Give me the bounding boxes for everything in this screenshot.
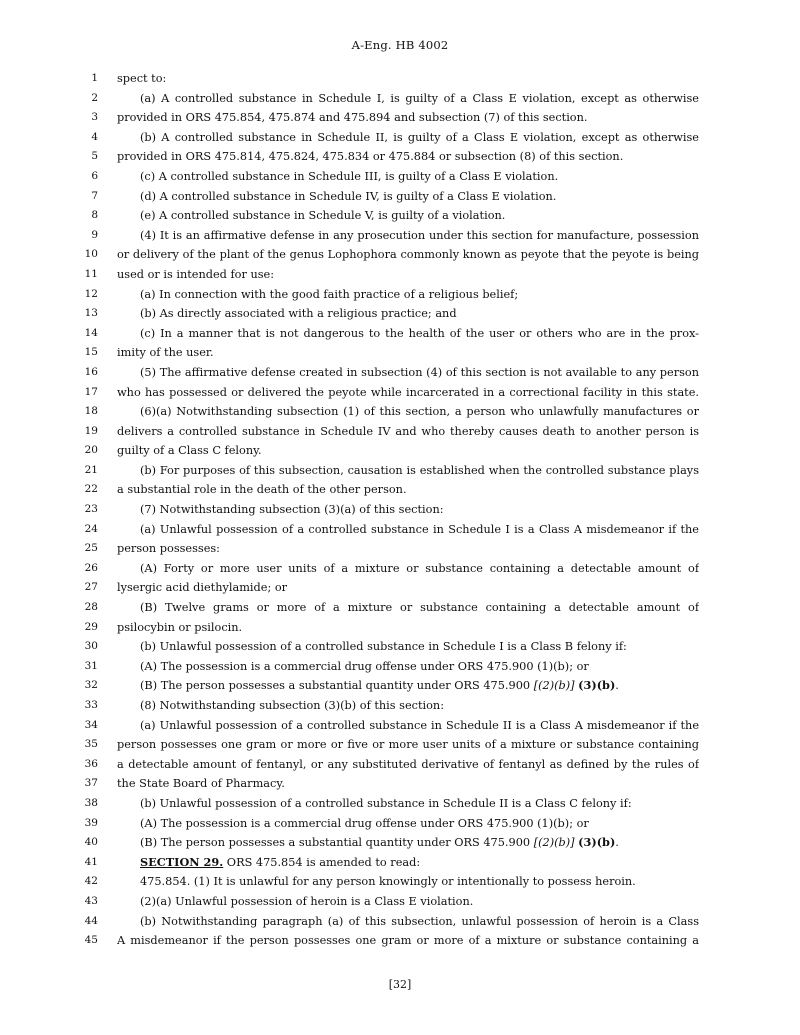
- document-body: [0, 69, 800, 951]
- line-text: [140, 657, 699, 677]
- document-line: [0, 69, 800, 89]
- line-text: [140, 128, 699, 148]
- line-text: [140, 696, 699, 716]
- document-line: [0, 912, 800, 932]
- line-number: 18: [84, 405, 98, 418]
- document-line: [0, 206, 800, 226]
- line-text-content: A misdemeanor if the person possesses one gram or more of a mixture or substance containing a: [117, 934, 699, 948]
- line-number: 6: [91, 169, 98, 182]
- line-text-content: lysergic acid diethylamide; or: [117, 581, 288, 595]
- line-text: [140, 363, 699, 383]
- document-line: [0, 402, 800, 422]
- line-text: [140, 206, 699, 226]
- line-text-content: (b) Notwithstanding paragraph (a) of this subsection, unlawful possession of heroin is a Class: [140, 914, 699, 928]
- document-header: A-Eng. HB 4002: [351, 38, 449, 52]
- line-number: 36: [84, 757, 98, 770]
- document-line: [0, 539, 800, 559]
- line-text: [117, 441, 699, 461]
- section-heading: SECTION 29.: [140, 854, 224, 869]
- document-line: [0, 931, 800, 951]
- document-line: [0, 480, 800, 500]
- document-line: [0, 755, 800, 775]
- line-text-content: imity of the user.: [117, 346, 214, 360]
- line-number: 21: [84, 463, 98, 476]
- line-text: [140, 187, 699, 207]
- document-line: [0, 383, 800, 403]
- document-line: [0, 598, 800, 618]
- line-number: 32: [84, 679, 98, 692]
- document-line: [0, 461, 800, 481]
- line-text-content: (b) Unlawful possession of a controlled substance in Schedule II is a Class C felony if:: [140, 796, 632, 810]
- document-line: [0, 226, 800, 246]
- line-number: 1: [91, 72, 98, 84]
- line-text-content: (4) It is an affirmative defense in any prosecution under this section for manufacture, possession: [140, 228, 699, 242]
- line-text: [140, 520, 699, 540]
- line-text: [140, 304, 699, 324]
- document-line: [0, 147, 800, 167]
- line-number: 15: [84, 346, 98, 359]
- document-line: [0, 285, 800, 305]
- line-text: [140, 167, 699, 187]
- line-text: [140, 833, 699, 853]
- document-line: [0, 814, 800, 834]
- document-line: [0, 422, 800, 442]
- line-text-content: the State Board of Pharmacy.: [117, 777, 285, 791]
- line-text-content: (c) In a manner that is not dangerous to the health of the user or others who are in the prox-: [140, 326, 699, 340]
- deleted-text: [(2)(b)]: [533, 836, 575, 850]
- line-number: 29: [84, 620, 98, 633]
- document-line: [0, 578, 800, 598]
- line-text-content: (a) In connection with the good faith practice of a religious belief;: [140, 287, 519, 301]
- line-number: 34: [84, 718, 98, 731]
- line-text-content: person possesses:: [117, 542, 220, 556]
- line-number: 44: [84, 914, 98, 927]
- line-text-content: (a) Unlawful possession of a controlled substance in Schedule II is a Class A misdemeanor if the: [140, 718, 699, 732]
- document-line: [0, 89, 800, 109]
- document-line: [0, 696, 800, 716]
- line-text: [117, 931, 699, 951]
- line-text-content: (A) The possession is a commercial drug offense under ORS 475.900 (1)(b); or: [140, 816, 589, 830]
- line-text: [140, 285, 699, 305]
- line-text: [117, 343, 699, 363]
- line-number: 35: [84, 738, 98, 751]
- document-line: [0, 167, 800, 187]
- line-text: [117, 383, 699, 403]
- line-text-content: (a) A controlled substance in Schedule I, is guilty of a Class E violation, except as otherwise: [140, 91, 699, 105]
- line-number: 39: [84, 816, 98, 829]
- document-line: [0, 441, 800, 461]
- line-text: [117, 755, 699, 775]
- line-text: [117, 539, 699, 559]
- line-text-content: (e) A controlled substance in Schedule V, is guilty of a violation.: [140, 209, 506, 223]
- line-text: [140, 500, 699, 520]
- line-text: [140, 794, 699, 814]
- line-text-content: a substantial role in the death of the other person.: [117, 483, 407, 497]
- document-line: [0, 853, 800, 873]
- line-text-content: who has possessed or delivered the peyote while incarcerated in a correctional facility in this state.: [117, 385, 699, 399]
- document-line: [0, 500, 800, 520]
- line-number: 33: [84, 699, 98, 711]
- line-number: 11: [84, 267, 98, 280]
- line-text-content: (2)(a) Unlawful possession of heroin is a Class E violation.: [140, 894, 474, 908]
- line-number: 37: [84, 777, 98, 790]
- document-line: [0, 716, 800, 736]
- line-text-content: (B) The person possesses a substantial quantity under ORS 475.900: [140, 679, 534, 693]
- line-text-content: (8) Notwithstanding subsection (3)(b) of this section:: [140, 699, 445, 712]
- line-number: 26: [84, 561, 98, 574]
- line-number: 41: [84, 855, 98, 868]
- line-number: 10: [84, 248, 98, 261]
- inserted-text: (3)(b): [578, 678, 616, 693]
- line-text-content: (6)(a) Notwithstanding subsection (1) of this section, a person who unlawfully manufactures or: [140, 405, 699, 419]
- line-number: 2: [91, 91, 98, 104]
- line-number: 28: [84, 601, 98, 614]
- inserted-text: (3)(b): [578, 835, 616, 850]
- document-line: [0, 774, 800, 794]
- page-number: [32]: [388, 978, 412, 991]
- line-text: [140, 814, 699, 834]
- line-text-content: (b) For purposes of this subsection, causation is established when the controlled substance plays: [140, 463, 699, 477]
- document-line: [0, 128, 800, 148]
- line-text-content: provided in ORS 475.814, 475.824, 475.834 or 475.884 or subsection (8) of this section.: [117, 150, 624, 164]
- document-line: [0, 363, 800, 383]
- document-line: [0, 892, 800, 912]
- line-text: [140, 676, 699, 696]
- line-text: [117, 108, 699, 128]
- line-number: 30: [84, 640, 98, 653]
- line-text: [140, 461, 699, 481]
- line-text-content: (a) Unlawful possession of a controlled substance in Schedule I is a Class A misdemeanor if the: [140, 522, 699, 536]
- line-number: 38: [84, 796, 98, 809]
- line-text-content: (B) Twelve grams or more of a mixture or substance containing a detectable amount of: [140, 601, 699, 615]
- line-text: [140, 89, 699, 109]
- line-text: [140, 716, 699, 736]
- line-text: [140, 912, 699, 932]
- line-text: [140, 402, 699, 422]
- line-number: 20: [84, 444, 98, 457]
- line-text-content: guilty of a Class C felony.: [117, 444, 262, 458]
- line-text-content: a detectable amount of fentanyl, or any substituted derivative of fentanyl as defined by the rules of: [117, 757, 699, 771]
- line-text-content: (A) The possession is a commercial drug offense under ORS 475.900 (1)(b); or: [140, 659, 589, 673]
- line-number: 22: [84, 483, 98, 496]
- line-text-content: or delivery of the plant of the genus Lophophora commonly known as peyote that the peyote is being: [117, 248, 699, 262]
- document-line: [0, 676, 800, 696]
- line-text-content: delivers a controlled substance in Schedule IV and who thereby causes death to another person is: [117, 424, 699, 438]
- document-line: [0, 187, 800, 207]
- document-line: [0, 559, 800, 579]
- line-text: [117, 578, 699, 598]
- line-text-content: psilocybin or psilocin.: [117, 620, 243, 634]
- line-text-content: spect to:: [117, 72, 167, 85]
- line-text-content: (d) A controlled substance in Schedule IV, is guilty of a Class E violation.: [140, 189, 557, 203]
- line-text: [140, 853, 699, 873]
- line-number: 23: [84, 503, 98, 516]
- line-number: 19: [84, 424, 98, 437]
- line-text: [140, 324, 699, 344]
- line-number: 27: [84, 581, 98, 594]
- line-text-content: provided in ORS 475.854, 475.874 and 475.894 and subsection (7) of this section.: [117, 111, 588, 125]
- document-line: [0, 245, 800, 265]
- document-line: [0, 304, 800, 324]
- line-number: 14: [84, 326, 98, 339]
- line-text-content: person possesses one gram or more or five or more user units of a mixture or substance containing: [117, 738, 699, 752]
- line-number: 43: [84, 894, 98, 907]
- line-number: 7: [91, 189, 98, 202]
- document-line: [0, 637, 800, 657]
- line-text-content: used or is intended for use:: [117, 267, 275, 281]
- line-text: [117, 774, 699, 794]
- document-line: [0, 343, 800, 363]
- line-number: 12: [84, 287, 98, 300]
- line-text-content: (A) Forty or more user units of a mixture or substance containing a detectable amount of: [140, 561, 699, 575]
- line-text-content: (5) The affirmative defense created in subsection (4) of this section is not available to any person: [140, 365, 699, 379]
- line-text: [140, 559, 699, 579]
- line-text: [117, 69, 699, 89]
- document-line: [0, 265, 800, 285]
- document-line: [0, 833, 800, 853]
- line-text-content: 475.854. (1) It is unlawful for any person knowingly or intentionally to possess heroin.: [140, 875, 636, 889]
- line-number: 9: [91, 228, 98, 241]
- line-text-content: ORS 475.854 is amended to read:: [223, 855, 421, 869]
- line-text-tail: .: [615, 836, 619, 850]
- line-number: 4: [91, 130, 98, 143]
- document-line: [0, 794, 800, 814]
- line-text-content: (b) Unlawful possession of a controlled substance in Schedule I is a Class B felony if:: [140, 640, 627, 654]
- line-text-tail: .: [615, 679, 619, 693]
- line-number: 17: [84, 385, 98, 398]
- line-number: 16: [84, 365, 98, 378]
- line-number: 24: [84, 522, 98, 535]
- document-line: [0, 872, 800, 892]
- line-text: [140, 226, 699, 246]
- line-text: [117, 480, 699, 500]
- line-text: [117, 265, 699, 285]
- line-text: [140, 598, 699, 618]
- line-text: [117, 422, 699, 442]
- line-text: [117, 735, 699, 755]
- line-number: 8: [91, 209, 98, 222]
- document-line: [0, 618, 800, 638]
- document-line: [0, 324, 800, 344]
- document-line: [0, 657, 800, 677]
- document-line: [0, 108, 800, 128]
- line-number: 40: [84, 836, 98, 849]
- line-text: [140, 637, 699, 657]
- line-text: [117, 618, 699, 638]
- line-text: [140, 872, 699, 892]
- line-number: 3: [91, 111, 98, 124]
- line-number: 42: [84, 875, 98, 888]
- line-text: [117, 147, 699, 167]
- line-text-content: (B) The person possesses a substantial quantity under ORS 475.900: [140, 836, 534, 850]
- line-text: [117, 245, 699, 265]
- line-text-content: (b) As directly associated with a religious practice; and: [140, 307, 457, 321]
- line-text: [140, 892, 699, 912]
- document-line: [0, 735, 800, 755]
- line-number: 25: [84, 542, 98, 555]
- line-text-content: (7) Notwithstanding subsection (3)(a) of this section:: [140, 503, 444, 517]
- document-line: [0, 520, 800, 540]
- line-number: 45: [84, 934, 98, 947]
- line-text-content: (b) A controlled substance in Schedule II, is guilty of a Class E violation, except as otherwise: [140, 130, 699, 144]
- line-number: 31: [84, 659, 98, 672]
- line-text-content: (c) A controlled substance in Schedule III, is guilty of a Class E violation.: [140, 169, 559, 183]
- deleted-text: [(2)(b)]: [533, 679, 575, 693]
- line-number: 5: [91, 150, 98, 163]
- line-number: 13: [84, 307, 98, 320]
